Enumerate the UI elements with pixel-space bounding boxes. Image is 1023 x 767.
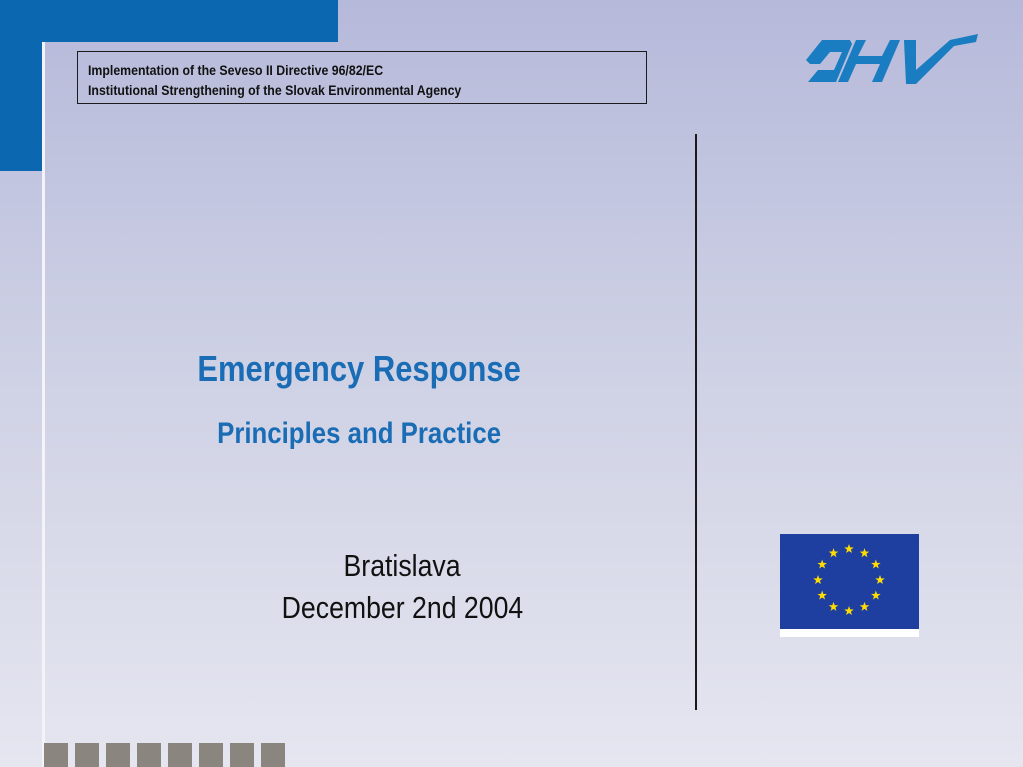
- project-header-line1: Implementation of the Seveso II Directive 96/82/EC: [88, 62, 384, 78]
- project-header-box: [77, 51, 647, 104]
- eu-flag-icon: [780, 534, 919, 637]
- footer-squares: [44, 743, 285, 767]
- side-accent-bar: [0, 0, 42, 171]
- footer-square: [168, 743, 192, 767]
- footer-square: [137, 743, 161, 767]
- footer-square: [44, 743, 68, 767]
- footer-square: [230, 743, 254, 767]
- date-text: December 2nd 2004: [281, 590, 523, 625]
- slide-subtitle: Principles and Practice: [217, 417, 501, 450]
- location-text: Bratislava: [343, 548, 461, 583]
- footer-square: [75, 743, 99, 767]
- footer-square: [106, 743, 130, 767]
- corner-accent-bar: [0, 0, 338, 42]
- footer-square: [199, 743, 223, 767]
- footer-square: [261, 743, 285, 767]
- left-rule: [42, 42, 45, 767]
- vertical-divider: [695, 134, 697, 710]
- slide-title: Emergency Response: [197, 348, 521, 389]
- project-header-line2: Institutional Strengthening of the Slovak Environmental Agency: [88, 82, 462, 98]
- dhv-logo: [800, 30, 982, 86]
